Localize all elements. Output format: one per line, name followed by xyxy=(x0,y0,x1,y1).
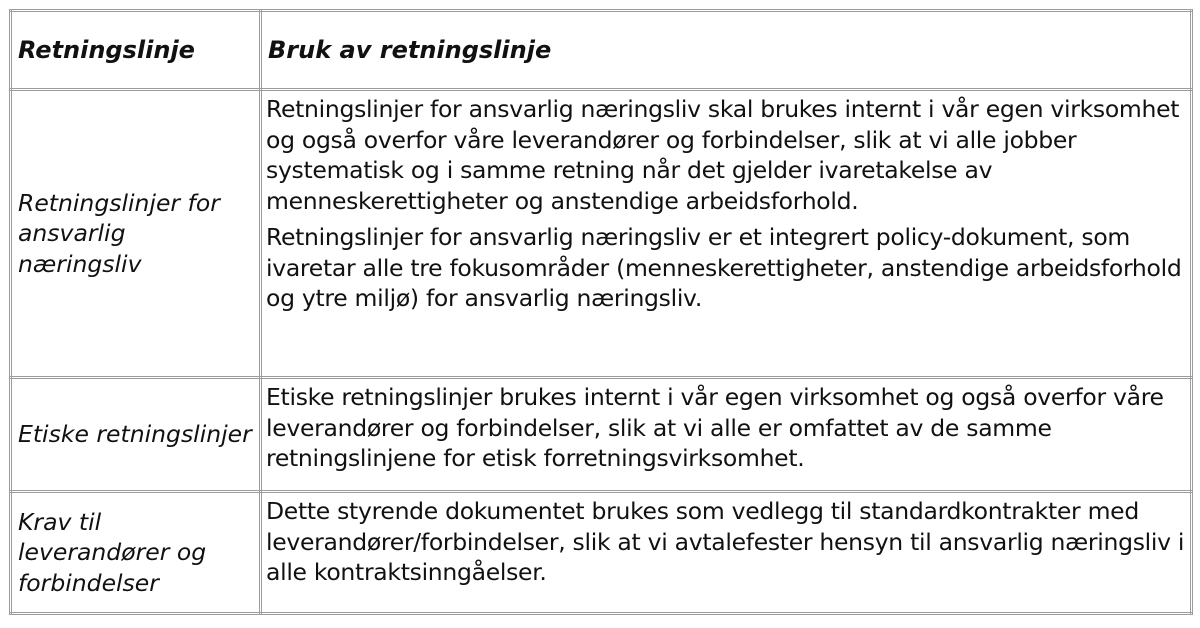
table-header-row xyxy=(11,11,1192,90)
usage-paragraph: Retningslinjer for ansvarlig næringsliv er et integrert policy-dokument, som ivaretar alle tre fokusområder (menneskerettigheter, anstendige arbeidsforhold og ytre miljø) for ansvarlig næringsliv. xyxy=(266,223,1182,312)
guideline-usage-cell xyxy=(261,492,1192,614)
guideline-usage-cell xyxy=(261,378,1192,492)
table-row xyxy=(11,492,1192,614)
guideline-name-cell: Krav til leverandører og forbindelser xyxy=(11,492,261,614)
usage-paragraph: Dette styrende dokumentet brukes som vedlegg til standardkontrakter med leverandører/forbindelser, slik at vi avtalefester hensyn til ansvarlig næringsliv i alle kontraktsinngåelser. xyxy=(266,497,1185,586)
usage-paragraph: Etiske retningslinjer brukes internt i vår egen virksomhet og også overfor våre leverandører og forbindelser, slik at vi alle er omfattet av de samme retningslinjene for etisk forretningsvirksomhet. xyxy=(266,383,1164,472)
guideline-name-cell: Retningslinjer for ansvarlig næringsliv xyxy=(11,90,261,378)
table-row xyxy=(11,90,1192,378)
table-row xyxy=(11,378,1192,492)
guidelines-table xyxy=(9,9,1193,615)
usage-paragraph: Retningslinjer for ansvarlig næringsliv skal brukes internt i vår egen virksomhet og også overfor våre leverandører og forbindelser, slik at vi alle jobber systematisk og i samme retning når det gjelder ivaretakelse av menneskerettigheter og anstendige arbeidsforhold. xyxy=(266,95,1180,215)
guideline-name-cell: Etiske retningslinjer xyxy=(11,378,261,492)
guideline-usage-cell xyxy=(261,90,1192,378)
header-guideline: Retningslinje xyxy=(11,11,261,90)
header-usage: Bruk av retningslinje xyxy=(261,11,1192,90)
